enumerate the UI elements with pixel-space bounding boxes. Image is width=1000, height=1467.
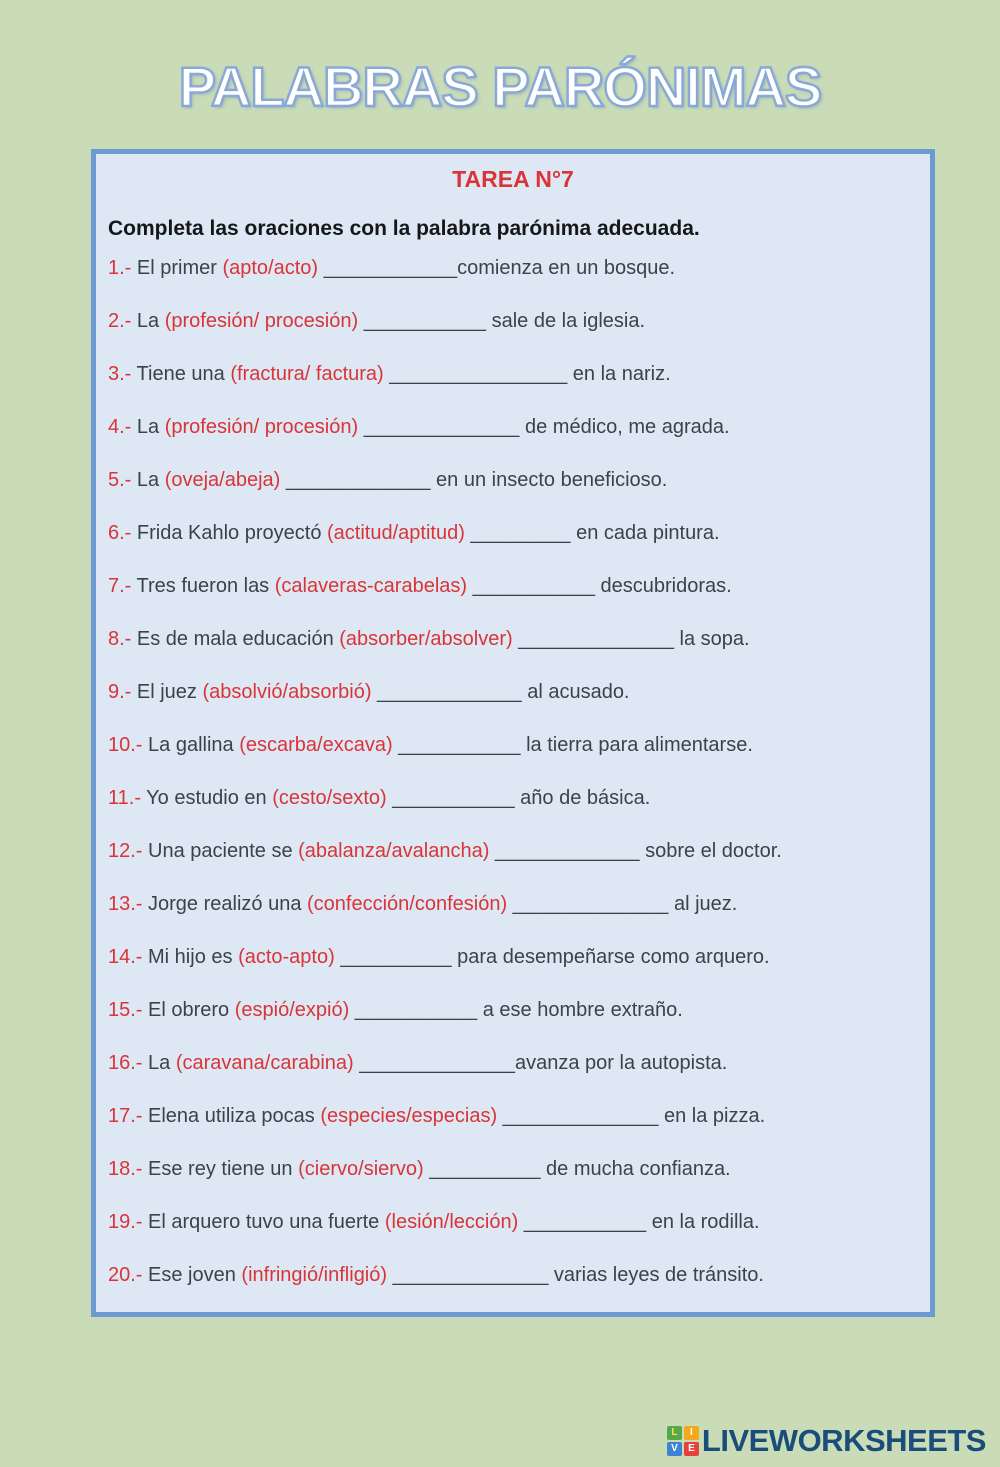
logo-letter-v-icon: V <box>667 1442 682 1456</box>
sentence-text: La <box>131 416 165 438</box>
sentence-item <box>108 401 920 454</box>
sentence-text: a ese hombre extraño. <box>477 999 683 1021</box>
sentence-text: La <box>131 310 165 332</box>
sentence-number: 20.- <box>108 1264 143 1286</box>
sentence-item <box>108 454 920 507</box>
paronym-choices: (espió/expió) <box>234 999 350 1021</box>
paronym-choices: (ciervo/siervo) <box>298 1158 424 1180</box>
answer-blank[interactable]: ______________ <box>512 628 674 650</box>
logo-letter-e-icon: E <box>684 1442 699 1456</box>
sentence-item <box>108 984 920 1037</box>
paronym-choices: (escarba/excava) <box>239 734 393 756</box>
sentence-number: 17.- <box>108 1105 143 1127</box>
sentence-text: El arquero tuvo una fuerte <box>142 1211 385 1233</box>
paronym-choices: (abalanza/avalancha) <box>298 840 490 862</box>
sentence-text: para desempeñarse como arquero. <box>451 946 770 968</box>
sentence-number: 19.- <box>108 1211 143 1233</box>
sentence-item <box>108 507 920 560</box>
paronym-choices: (oveja/abeja) <box>164 469 281 491</box>
sentence-number: 7.- <box>108 575 132 597</box>
sentence-number: 13.- <box>108 893 143 915</box>
sentence-text: Tiene una <box>131 363 231 385</box>
sentence-item <box>108 825 920 878</box>
sentence-text: Ese joven <box>142 1264 242 1286</box>
sentence-text: al acusado. <box>521 681 630 703</box>
paronym-choices: (fractura/ factura) <box>230 363 384 385</box>
answer-blank[interactable]: ___________ <box>518 1211 647 1233</box>
sentence-number: 15.- <box>108 999 143 1021</box>
answer-blank[interactable]: _________ <box>464 522 571 544</box>
sentence-item <box>108 1196 920 1249</box>
sentence-text: El obrero <box>142 999 235 1021</box>
sentence-item <box>108 666 920 719</box>
answer-blank[interactable]: _____________ <box>489 840 640 862</box>
liveworksheets-watermark <box>667 1423 986 1459</box>
liveworksheets-logo-icon <box>667 1426 699 1456</box>
sentence-text: en cada pintura. <box>570 522 720 544</box>
sentence-list <box>108 242 920 1302</box>
answer-blank[interactable]: ______________ <box>353 1052 515 1074</box>
worksheet-box <box>91 149 935 1317</box>
sentence-text: Mi hijo es <box>142 946 239 968</box>
sentence-number: 3.- <box>108 363 132 385</box>
sentence-text: La gallina <box>142 734 240 756</box>
sentence-text: sale de la iglesia. <box>486 310 646 332</box>
paronym-choices: (calaveras-carabelas) <box>274 575 468 597</box>
sentence-number: 6.- <box>108 522 132 544</box>
sentence-item <box>108 613 920 666</box>
sentence-text: comienza en un bosque. <box>457 257 676 279</box>
sentence-number: 10.- <box>108 734 143 756</box>
answer-blank[interactable]: ______________ <box>387 1264 549 1286</box>
sentence-item <box>108 719 920 772</box>
answer-blank[interactable]: __________ <box>423 1158 541 1180</box>
logo-letter-i-icon: I <box>684 1426 699 1440</box>
paronym-choices: (profesión/ procesión) <box>164 416 359 438</box>
paronym-choices: (acto-apto) <box>238 946 335 968</box>
sentence-text: Ese rey tiene un <box>142 1158 299 1180</box>
paronym-choices: (apto/acto) <box>222 257 319 279</box>
paronym-choices: (confección/confesión) <box>307 893 508 915</box>
answer-blank[interactable]: ___________ <box>358 310 487 332</box>
sentence-item <box>108 1037 920 1090</box>
sentence-item <box>108 878 920 931</box>
sentence-item <box>108 295 920 348</box>
sentence-text: año de básica. <box>514 787 651 809</box>
sentence-text: Una paciente se <box>142 840 299 862</box>
sentence-text: La <box>142 1052 176 1074</box>
sentence-item <box>108 1143 920 1196</box>
paronym-choices: (actitud/aptitud) <box>327 522 465 544</box>
sentence-text: descubridoras. <box>594 575 732 597</box>
page-title: PALABRAS PARÓNIMAS <box>178 55 822 118</box>
answer-blank[interactable]: ___________ <box>386 787 515 809</box>
sentence-number: 8.- <box>108 628 132 650</box>
sentence-text: en la pizza. <box>658 1105 766 1127</box>
paronym-choices: (absorber/absolver) <box>339 628 513 650</box>
answer-blank[interactable]: ___________ <box>392 734 521 756</box>
liveworksheets-brand-text: LIVEWORKSHEETS <box>701 1423 986 1458</box>
sentence-item <box>108 1249 920 1302</box>
sentence-text: varias leyes de tránsito. <box>548 1264 764 1286</box>
answer-blank[interactable]: ___________ <box>349 999 478 1021</box>
sentence-text: la tierra para alimentarse. <box>520 734 753 756</box>
sentence-text: Jorge realizó una <box>142 893 308 915</box>
paronym-choices: (infringió/infligió) <box>241 1264 388 1286</box>
sentence-text: al juez. <box>668 893 738 915</box>
sentence-text: sobre el doctor. <box>639 840 782 862</box>
answer-blank[interactable]: ______________ <box>507 893 669 915</box>
paronym-choices: (cesto/sexto) <box>272 787 387 809</box>
paronym-choices: (lesión/lección) <box>384 1211 519 1233</box>
task-title: TAREA N°7 <box>452 166 574 192</box>
answer-blank[interactable]: _____________ <box>280 469 431 491</box>
sentence-number: 14.- <box>108 946 143 968</box>
sentence-item <box>108 931 920 984</box>
sentence-text: de médico, me agrada. <box>519 416 730 438</box>
sentence-text: en un insecto beneficioso. <box>430 469 668 491</box>
sentence-number: 1.- <box>108 257 132 279</box>
sentence-number: 11.- <box>108 787 141 809</box>
answer-blank[interactable]: ________________ <box>383 363 568 385</box>
sentence-item <box>108 560 920 613</box>
sentence-text: Elena utiliza pocas <box>142 1105 321 1127</box>
answer-blank[interactable]: ______________ <box>497 1105 659 1127</box>
paronym-choices: (caravana/carabina) <box>175 1052 354 1074</box>
sentence-text: la sopa. <box>673 628 750 650</box>
sentence-item <box>108 242 920 295</box>
paronym-choices: (profesión/ procesión) <box>164 310 359 332</box>
paronym-choices: (especies/especias) <box>320 1105 498 1127</box>
sentence-number: 9.- <box>108 681 132 703</box>
paronym-choices: (absolvió/absorbió) <box>202 681 372 703</box>
sentence-text: de mucha confianza. <box>540 1158 731 1180</box>
answer-blank[interactable]: _____________ <box>371 681 522 703</box>
sentence-text: Frida Kahlo proyectó <box>131 522 327 544</box>
sentence-text: avanza por la autopista. <box>514 1052 728 1074</box>
sentence-text: La <box>131 469 165 491</box>
answer-blank[interactable]: __________ <box>334 946 452 968</box>
sentence-number: 12.- <box>108 840 143 862</box>
sentence-number: 2.- <box>108 310 132 332</box>
sentence-item <box>108 1090 920 1143</box>
sentence-text: en la rodilla. <box>646 1211 760 1233</box>
answer-blank[interactable]: ____________ <box>318 257 458 279</box>
sentence-number: 18.- <box>108 1158 143 1180</box>
sentence-number: 16.- <box>108 1052 143 1074</box>
answer-blank[interactable]: ______________ <box>358 416 520 438</box>
instructions: Completa las oraciones con la palabra parónima adecuada. <box>108 217 700 240</box>
sentence-text: El primer <box>131 257 223 279</box>
sentence-item <box>108 772 920 825</box>
answer-blank[interactable]: ___________ <box>467 575 595 597</box>
sentence-item <box>108 348 920 401</box>
logo-letter-l-icon: L <box>667 1426 682 1440</box>
sentence-text: Es de mala educación <box>131 628 340 650</box>
sentence-number: 4.- <box>108 416 132 438</box>
sentence-number: 5.- <box>108 469 132 491</box>
sentence-text: Tres fueron las <box>131 575 275 597</box>
sentence-text: Yo estudio en <box>140 787 273 809</box>
sentence-text: El juez <box>131 681 203 703</box>
sentence-text: en la nariz. <box>567 363 671 385</box>
